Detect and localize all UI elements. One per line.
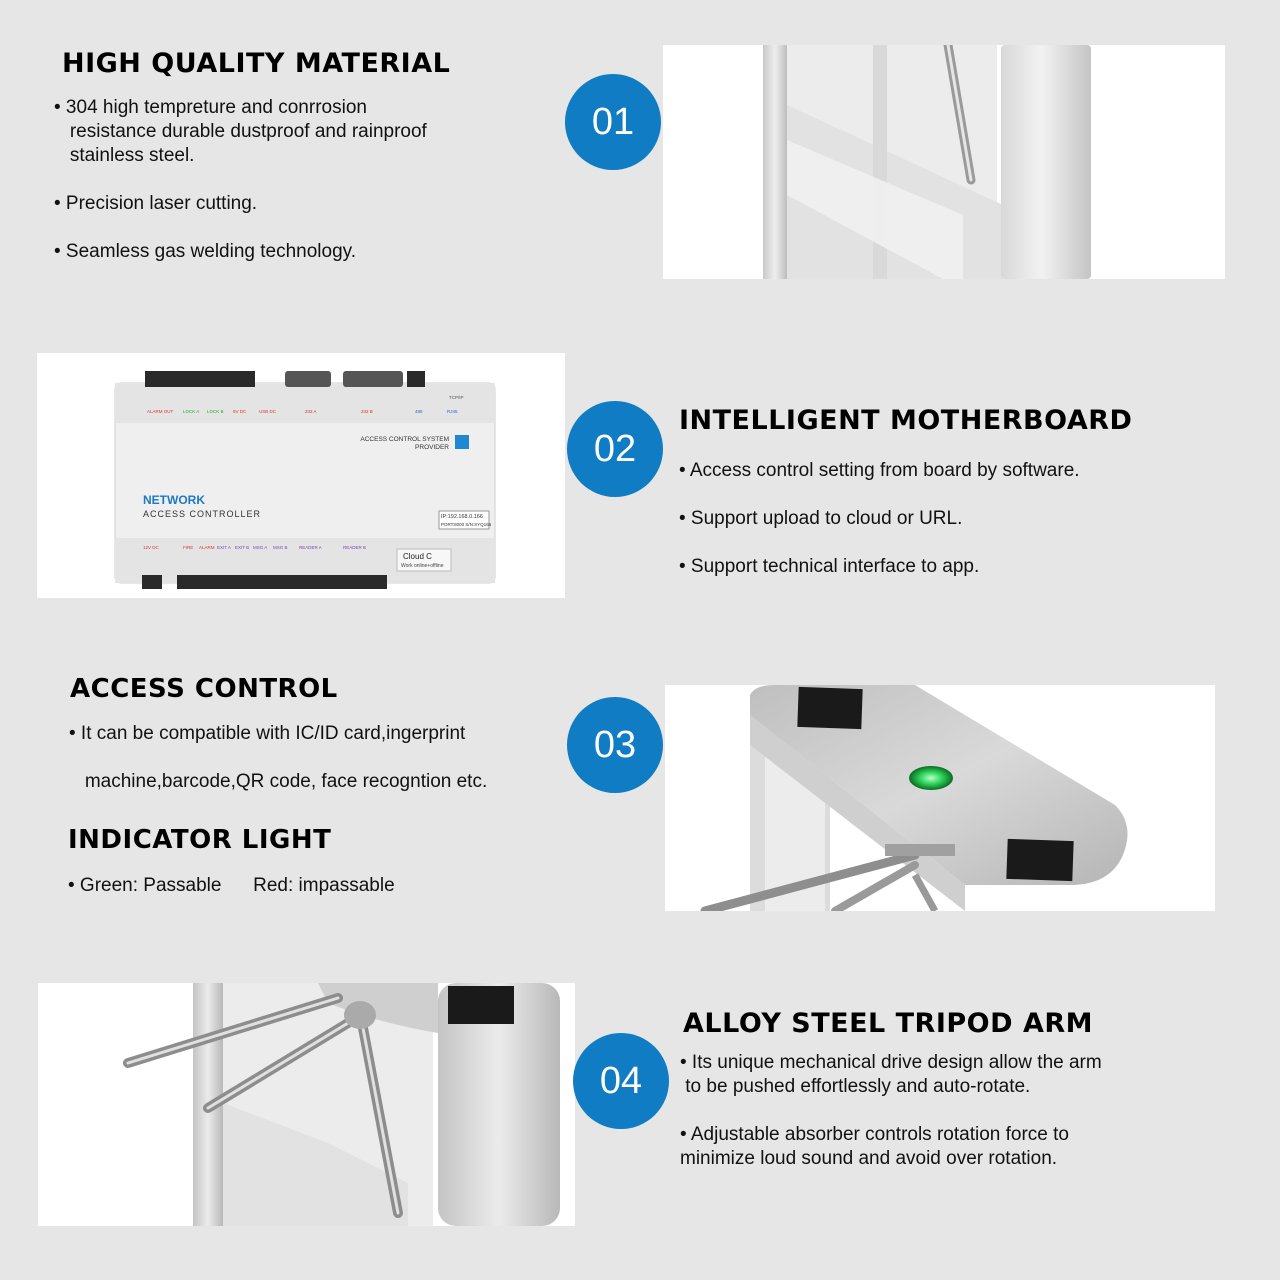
board-bottom-label: READER B [343, 545, 367, 550]
bullet-line: machine,barcode,QR code, face recogntion etc. [69, 771, 488, 792]
turnstile-top-photo [665, 685, 1215, 911]
bullet-line: • 304 high tempreture and conrrosion [54, 97, 367, 118]
board-top-label: LOCK B [207, 409, 224, 414]
frame-post-left [763, 45, 787, 279]
bullet-line: • Support upload to cloud or URL. [679, 508, 963, 529]
board-bottom-label: FIRE [183, 545, 194, 550]
section-04-title: ALLOY STEEL TRIPOD ARM [683, 1008, 1094, 1039]
svg-text:PROVIDER: PROVIDER [415, 444, 449, 451]
section-01-title: HIGH QUALITY MATERIAL [62, 48, 451, 79]
section-03-indicator-text [68, 874, 395, 898]
board-bottom-label: ALARM [199, 545, 215, 550]
green-indicator-light [909, 766, 953, 790]
bullet-line: to be pushed effortlessly and auto-rotate. [680, 1076, 1031, 1097]
board-top-label: 5V DC [233, 409, 247, 414]
bullet-line [679, 531, 1080, 555]
bullet-line: • Seamless gas welding technology. [54, 241, 357, 262]
board-top-label: ALARM OUT [147, 409, 174, 414]
brand-network: NETWORK [143, 493, 205, 507]
board-top-label: 485 [415, 409, 423, 414]
cloud-sub: Work online+offline [401, 563, 444, 569]
bullet-line [54, 168, 427, 192]
section-02-title: INTELLIGENT MOTHERBOARD [679, 405, 1133, 436]
bullet-line: resistance durable dustproof and rainproof [54, 121, 427, 142]
section-01-bullets [54, 96, 427, 264]
bullet-line: • Support technical interface to app. [679, 556, 980, 577]
ip-label: IP:192.168.0.166 [441, 514, 483, 520]
svg-text:ACCESS CONTROL SYSTEM: ACCESS CONTROL SYSTEM [360, 436, 449, 443]
bullet-line: • Access control setting from board by software. [679, 460, 1080, 481]
board-bottom-label: EXIT A [217, 545, 231, 550]
turnstile-frame-photo [663, 45, 1225, 279]
cloud-label: Cloud C [403, 552, 432, 561]
terminal-block-top-left [145, 371, 255, 387]
bullet-line: • Green: Passable Red: impassable [68, 875, 395, 896]
terminal-block-bottom [177, 575, 387, 589]
section-03-title: ACCESS CONTROL [70, 674, 338, 704]
brand-access-controller: ACCESS CONTROLLER [143, 509, 262, 519]
board-top-label: LOCK A [183, 409, 200, 414]
serial-port-a [285, 371, 331, 387]
card-reader-top [797, 687, 862, 729]
board-top-label: 232 B [361, 409, 373, 414]
section-03-subtitle: INDICATOR LIGHT [68, 825, 332, 855]
board-top-label: TCP/IP [449, 395, 464, 400]
card-reader-bottom [1006, 839, 1073, 881]
section-04-bullets [680, 1051, 1102, 1171]
bullet-line: • It can be compatible with IC/ID card,ingerprint [69, 723, 466, 744]
section-02-bullets [679, 459, 1080, 579]
bullet-line: • Adjustable absorber controls rotation force to [680, 1124, 1069, 1145]
bullet-line [679, 483, 1080, 507]
bullet-line: minimize loud sound and avoid over rotation. [680, 1148, 1058, 1169]
bullet-line [680, 1099, 1102, 1123]
bullet-line: • Its unique mechanical drive design allow the arm [680, 1052, 1102, 1073]
board-bottom-label: EXIT B [235, 545, 250, 550]
section-03-bullets [69, 722, 487, 794]
controller-board-photo [37, 353, 565, 598]
board-bottom-label: READER A [299, 545, 322, 550]
board-bottom-label: MSG B [273, 545, 288, 550]
brand-square [455, 435, 469, 449]
board-top-label: RJ45 [447, 409, 458, 414]
step-badge-04: 04 [573, 1033, 669, 1129]
serial-port-b [343, 371, 403, 387]
port-label: PORT:8000 S/N:SYQ166 [441, 522, 492, 527]
frame-post-right [1001, 45, 1091, 279]
step-badge-01: 01 [565, 74, 661, 170]
card-reader [448, 986, 514, 1024]
board-top-label: 232 A [305, 409, 317, 414]
bullet-line [69, 746, 487, 770]
step-badge-03: 03 [567, 697, 663, 793]
bullet-line: stainless steel. [54, 145, 195, 166]
tripod-arm-photo [38, 983, 575, 1226]
board-bottom-label: 12V DC [143, 545, 159, 550]
bullet-line [54, 216, 427, 240]
bullet-line: • Precision laser cutting. [54, 193, 258, 214]
step-badge-02: 02 [567, 401, 663, 497]
board-top-label: USB DC [259, 409, 277, 414]
board-bottom-label: MSG A [253, 545, 268, 550]
